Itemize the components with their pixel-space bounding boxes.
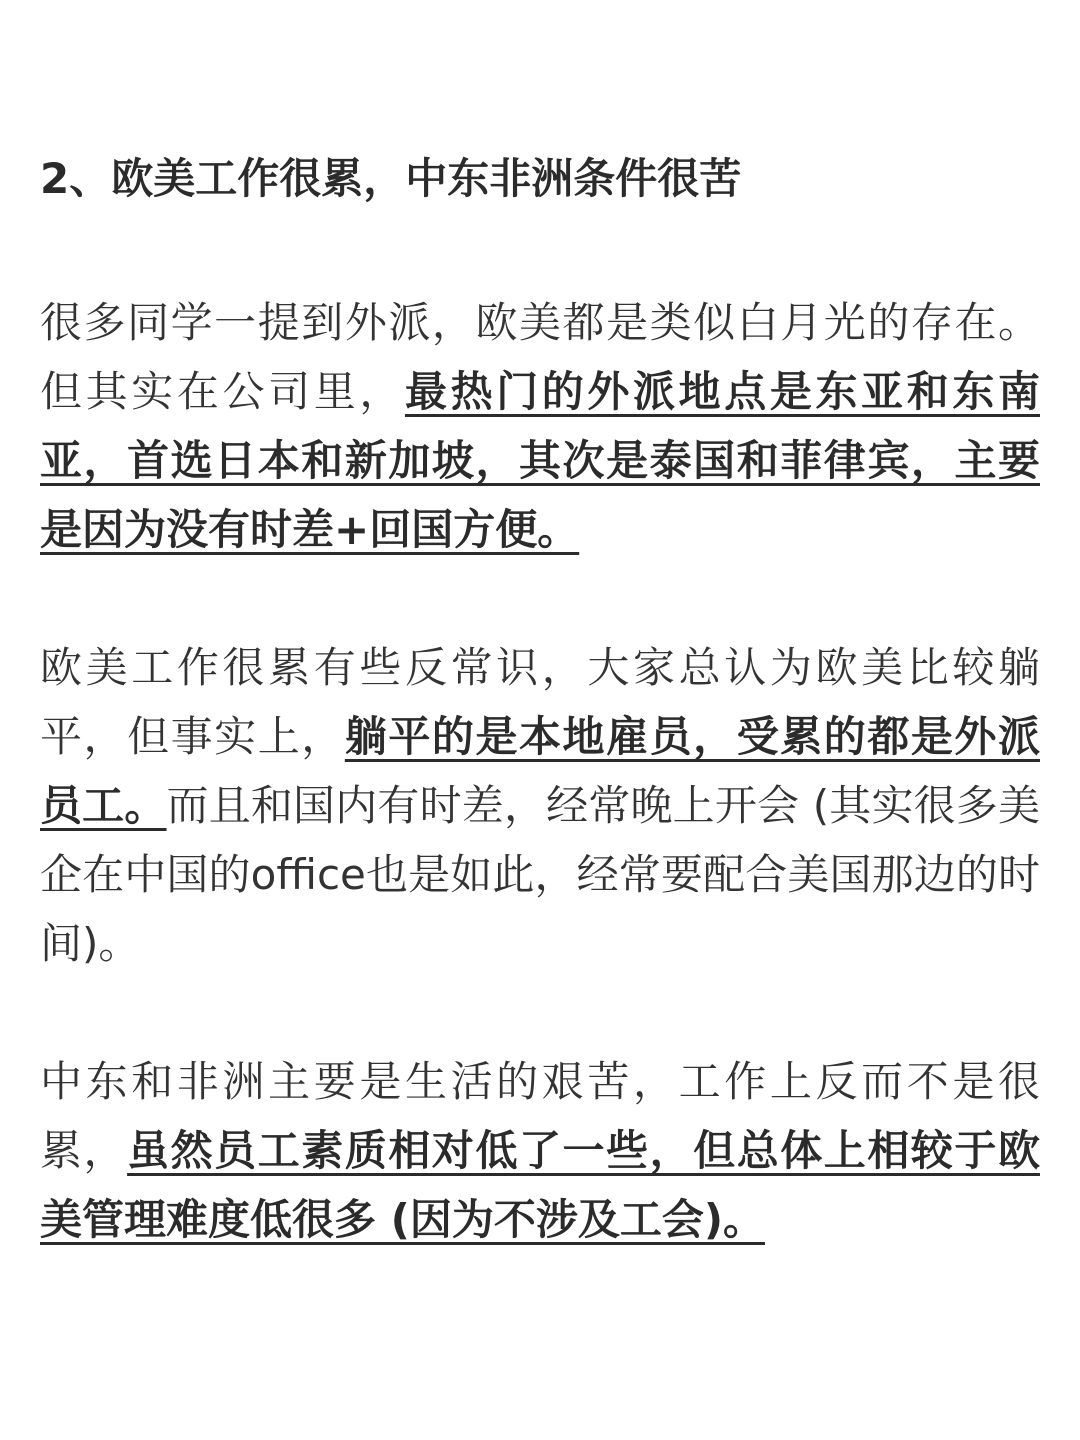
paragraph-1-highlight: 最热门的外派地点是东亚和东南亚，首选日本和新加坡，其次是泰国和菲律宾，主要是因为没有时差+回国方便。 (40, 367, 1040, 554)
paragraph-3-text: 中东和非洲主要是生活的艰苦，工作上反而不是很累， (40, 1057, 1040, 1175)
paragraph-3-highlight: 虽然员工素质相对低了一些，但总体上相较于欧美管理难度低很多 (因为不涉及工会)。 (40, 1126, 1040, 1244)
paragraph-2-text: 欧美工作很累有些反常识，大家总认为欧美比较躺平，但事实上， (40, 643, 1040, 761)
paragraph-1 (40, 288, 1040, 564)
paragraph-2-highlight: 躺平的是本地雇员，受累的都是外派员工。 (40, 712, 1040, 830)
section-heading: 2、欧美工作很累，中东非洲条件很苦 (40, 154, 742, 203)
paragraph-2-text-after: 而且和国内有时差，经常晚上开会 (其实很多美企在中国的office也是如此，经常要配合美国那边的时间)。 (40, 781, 1040, 968)
paragraph-2 (40, 633, 1040, 978)
paragraph-3 (40, 1047, 1040, 1254)
paragraph-1-text: 很多同学一提到外派，欧美都是类似白月光的存在。但其实在公司里， (40, 298, 1040, 416)
